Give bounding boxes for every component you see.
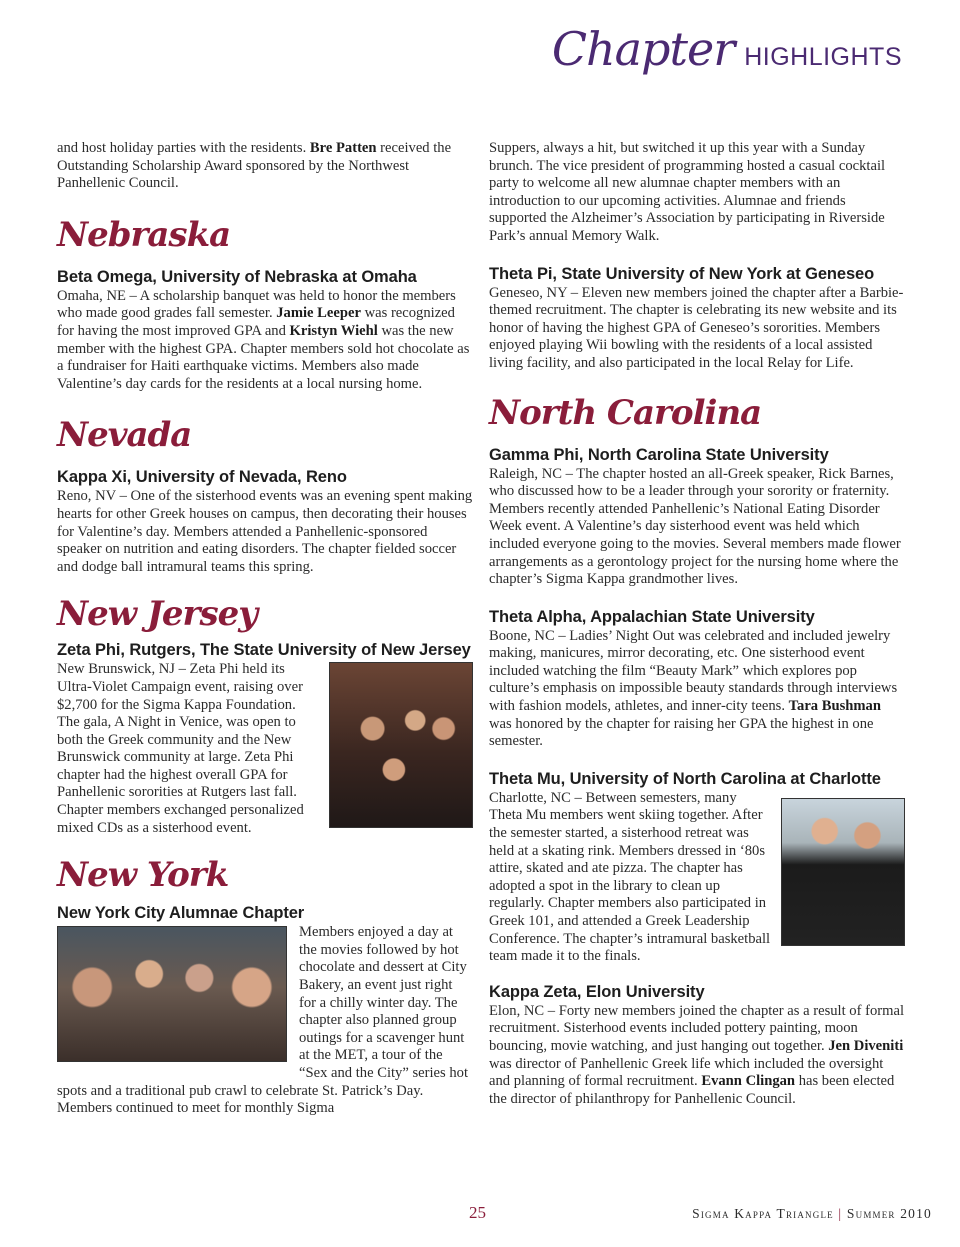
chapter-title-theta-mu: Theta Mu, University of North Carolina at Charlotte: [489, 769, 881, 788]
theta-mu-members-photo: [781, 798, 905, 946]
chapter-title-theta-alpha: Theta Alpha, Appalachian State University: [489, 607, 815, 626]
state-title-new-jersey: New Jersey: [57, 594, 257, 635]
chapter-title-theta-pi: Theta Pi, State University of New York at Geneseo: [489, 264, 875, 283]
chapter-title-kappa-xi: Kappa Xi, University of Nevada, Reno: [57, 468, 347, 487]
publication-footer: [692, 1206, 932, 1222]
chapter-text-theta-pi: Geneseo, NY – Eleven new members joined the chapter after a Barbie-themed recruitment. The chapter is celebrating its new website and its honor of having the highest GPA of Geneseo’s sororities. Members enjoyed playing Wii bowling with the residents of a local assisted living facility, and also participated in the local Relay for Life.: [489, 284, 904, 371]
state-title-nevada: Nevada: [57, 415, 192, 456]
zeta-phi-group-photo: [329, 662, 473, 828]
footer-separator: |: [838, 1206, 843, 1221]
chapter-text-beta-omega: Omaha, NE – A scholarship banquet was held to honor the members who made good grades fall semester. Jamie Leeper was recognized for having the most improved GPA and Kristyn Wiehl was the new member with the highest GPA. Chapter members sold hot chocolate as a fundraiser for Haiti earthquake victims. Members also made Valentine’s day cards for the residents at a local nursing home.: [57, 287, 470, 392]
header-caps-title: HIGHLIGHTS: [744, 43, 902, 71]
header-script-title: Chapter: [551, 22, 735, 76]
state-title-north-carolina: North Carolina: [489, 392, 762, 433]
right-intro-text: Suppers, always a hit, but switched it up this year with a Sunday brunch. The vice president of programming hosted a casual cocktail party to welcome all new alumnae chapter members with an introduction to our upcoming activities. Alumnae and friends supported the Alzheimer’s Association by participating in Riverside Park’s annual Memory Walk.: [489, 140, 886, 244]
nyc-alumnae-group-photo: [57, 926, 287, 1062]
chapter-title-kappa-zeta: Kappa Zeta, Elon University: [489, 982, 705, 1001]
page-number: 25: [469, 1203, 486, 1222]
chapter-text-kappa-xi: Reno, NV – One of the sisterhood events was an evening spent making hearts for other Greek houses on campus, then decorating their houses for Valentine’s day. Members attended a Panhellenic-sponsored speaker on nutrition and eating disorders. The chapter fielded soccer and dodge ball intramural teams this spring.: [57, 488, 473, 575]
state-title-new-york: New York: [57, 855, 229, 896]
chapter-title-zeta-phi: Zeta Phi, Rutgers, The State University of New Jersey: [57, 641, 471, 660]
chapter-text-theta-alpha: Boone, NC – Ladies’ Night Out was celebrated and included jewelry making, manicures, mirror decorating, etc. One sisterhood event included watching the film “Beauty Mark” which explores pop culture’s emphasis on impossible beauty standards through interviews with fashion models, athletes, and inner-city teens. Tara Bushman was honored by the chapter for raising her GPA the highest in one semester.: [489, 627, 898, 750]
left-intro-text: and host holiday parties with the residents. Bre Patten received the Outstanding Scholarship Award sponsored by the Northwest Panhellenic Council.: [57, 140, 452, 192]
chapter-text-zeta-phi: New Brunswick, NJ – Zeta Phi held its Ultra-Violet Campaign event, raising over $2,700 for the Sigma Kappa Foundation. The gala, A Night in Venice, was open to both the Greek community and the New Brunswick community at large. Zeta Phi chapter had the highest overall GPA for Panhellenic sororities at Rutgers last fall. Chapter members exchanged personalized mixed CDs as a sisterhood event.: [57, 661, 304, 836]
chapter-text-theta-mu: Charlotte, NC – Between semesters, many Theta Mu members went skiing together. After the semester started, a sisterhood retreat was held at a skating rink. Members dressed in ‘80s attire, skated and ate pizza. The chapter has adopted a spot in the library to clean up regularly. Chapter members also participated in Greek 101, and attended a Greek Leadership Conference. The chapter’s intramural basketball team made it to the finals.: [489, 789, 771, 965]
chapter-text-kappa-zeta: Elon, NC – Forty new members joined the chapter as a result of formal recruitment. Sisterhood events included pottery painting, moon bouncing, movie watching, and just hanging out together. Jen Diveniti was director of Panhellenic Greek life which included the oversight and planning of formal recruitment. Evann Clingan has been elected the director of philanthropy for Panhellenic Council.: [489, 1002, 905, 1107]
state-title-nebraska: Nebraska: [57, 214, 231, 255]
right-column: [489, 140, 905, 1108]
left-column: [57, 140, 473, 1118]
chapter-text-gamma-phi: Raleigh, NC – The chapter hosted an all-Greek speaker, Rick Barnes, who discussed how to be a leader through your sorority or fraternity. Members recently attended Panhellenic’s National Eating Disorder Week event. A Valentine’s day sisterhood event was held which included everyone going to the movies. Several members made flower arrangements as a gerontology project for the nursing home where the chapter’s Sigma Kappa grandmother lives.: [489, 465, 901, 588]
page-header: [552, 22, 902, 76]
chapter-text-nyc-alumnae: Members enjoyed a day at the movies followed by hot chocolate and dessert at City Bakery, an event just right for a chilly winter day. The chapter also planned group outings for a scavenger hunt at the MET, a tour of the “Sex and the City” series hot spots and a traditional pub crawl to celebrate St. Patrick’s Day. Members continued to meet for monthly Sigma: [57, 924, 469, 1117]
chapter-title-gamma-phi: Gamma Phi, North Carolina State University: [489, 445, 829, 464]
publication-issue: Summer 2010: [846, 1206, 932, 1221]
publication-name: Sigma Kappa Triangle: [692, 1206, 834, 1221]
chapter-title-beta-omega: Beta Omega, University of Nebraska at Omaha: [57, 267, 417, 286]
chapter-title-nyc-alumnae: New York City Alumnae Chapter: [57, 904, 305, 923]
